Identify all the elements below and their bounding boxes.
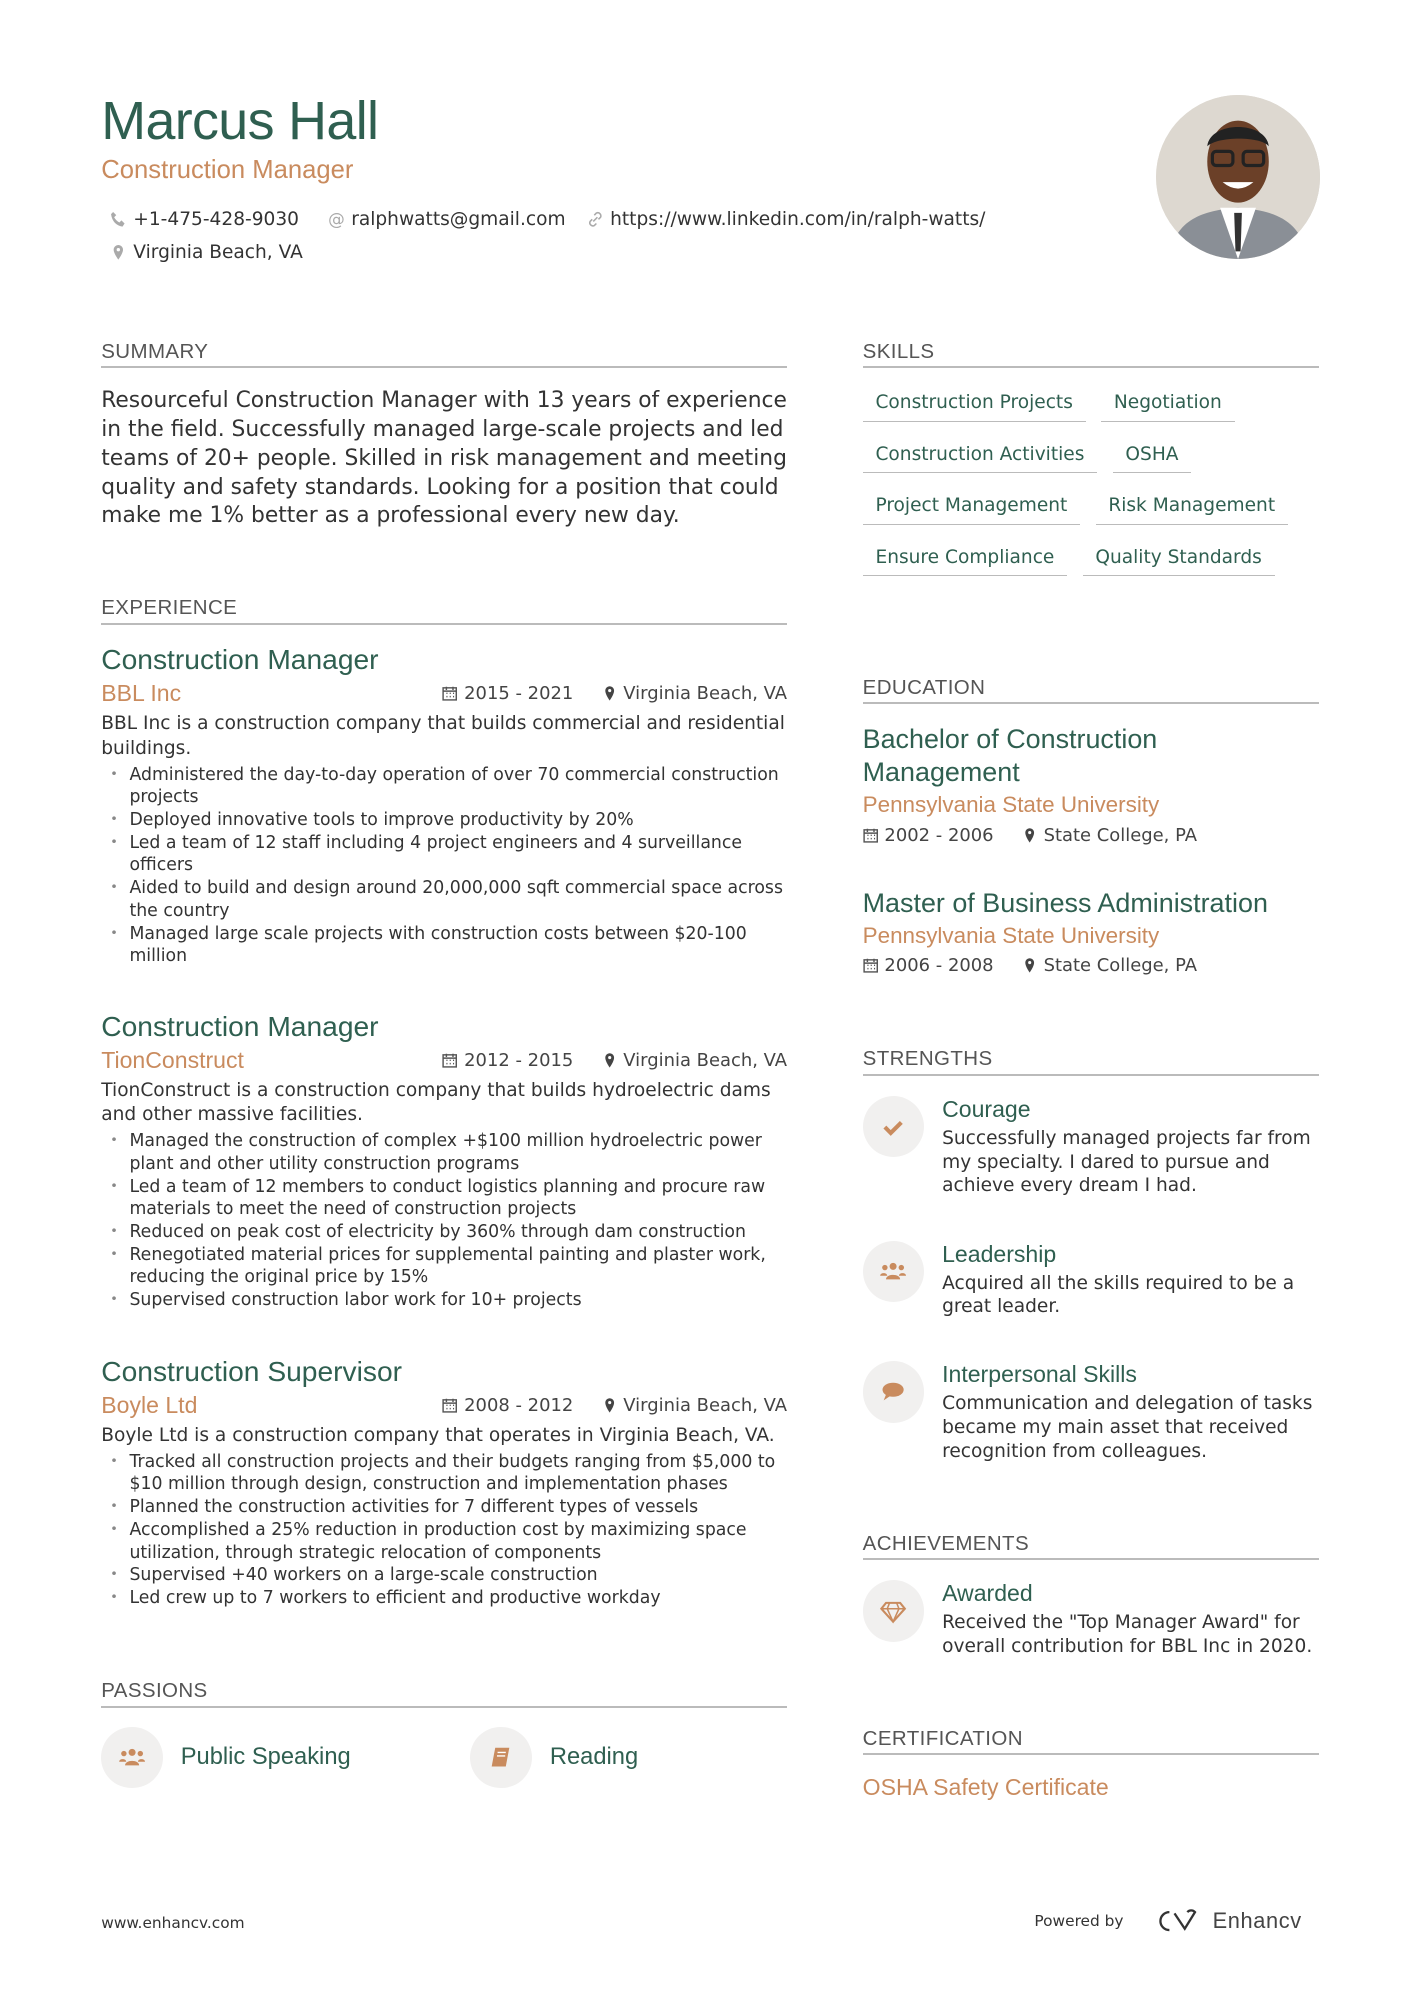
education-entry	[863, 887, 1319, 976]
job-dates-text: 2015 - 2021	[464, 683, 574, 705]
pin-icon	[1022, 827, 1037, 844]
at-icon: @	[328, 209, 345, 229]
company-name: TionConstruct	[101, 1046, 244, 1073]
candidate-name: Marcus Hall	[101, 90, 379, 151]
powered-by: Powered by	[1034, 1912, 1124, 1931]
passions-heading: PASSIONS	[101, 1679, 787, 1708]
skill-tag: OSHA	[1113, 436, 1192, 473]
achievement-text: Received the "Top Manager Award" for overall contribution for BBL Inc in 2020.	[942, 1612, 1313, 1658]
company-description: Boyle Ltd is a construction company that operates in Virginia Beach, VA.	[101, 1424, 775, 1446]
strength-title: Leadership	[942, 1240, 1057, 1267]
achievement-title: Awarded	[942, 1580, 1033, 1607]
job-title: Construction Manager	[101, 643, 379, 676]
job-bullet: • Tracked all construction projects and their budgets ranging from $5,000 to $10 million through design, construction and implementation phases	[129, 1451, 787, 1496]
edu-location	[1022, 955, 1197, 976]
job-bullets	[101, 1130, 787, 1312]
job-location	[602, 1395, 787, 1416]
achievement-item	[863, 1580, 1319, 1658]
skill-tag: Risk Management	[1096, 487, 1288, 524]
passion-label: Reading	[549, 1743, 639, 1770]
calendar-icon	[442, 685, 457, 702]
skill-tag: Ensure Compliance	[863, 539, 1068, 576]
school: Pennsylvania State University	[862, 792, 1160, 818]
linkedin[interactable]	[587, 209, 985, 230]
profile-photo	[1156, 95, 1320, 259]
company-description: TionConstruct is a construction company that builds hydroelectric dams and other massive facilities.	[101, 1080, 771, 1126]
job-bullet: • Led a team of 12 members to conduct logistics planning and procure raw materials to meet the need of construction projects	[129, 1176, 787, 1221]
pin-icon	[602, 1052, 617, 1069]
users-icon	[863, 1241, 925, 1303]
linkedin-text[interactable]: https://www.linkedin.com/in/ralph-watts/	[610, 208, 986, 230]
skills-list	[863, 385, 1319, 591]
company-description: BBL Inc is a construction company that builds commercial and residential buildings.	[101, 713, 785, 759]
strengths-heading: STRENGTHS	[863, 1047, 1319, 1076]
job-bullet: • Administered the day-to-day operation of over 70 commercial construction projects	[129, 764, 787, 809]
link-icon	[587, 211, 604, 228]
job-entry	[101, 1010, 787, 1312]
enhancv-logo	[1154, 1907, 1302, 1935]
skill-tag: Negotiation	[1101, 385, 1235, 422]
phone-icon	[110, 211, 127, 228]
book-icon	[470, 1727, 532, 1789]
users-icon	[101, 1727, 163, 1789]
edu-location	[1022, 825, 1197, 846]
strength-title: Interpersonal Skills	[942, 1361, 1137, 1388]
strength-item	[863, 1241, 1319, 1319]
job-dates-text: 2008 - 2012	[464, 1394, 574, 1416]
job-bullets	[101, 764, 787, 968]
candidate-title: Construction Manager	[101, 156, 354, 185]
job-bullet: • Managed large scale projects with construction costs between $20-100 million	[129, 923, 787, 968]
passion-item	[101, 1727, 350, 1789]
pin-icon	[1022, 957, 1037, 974]
diamond-icon	[863, 1580, 925, 1642]
job-location	[602, 683, 787, 704]
job-dates-text: 2012 - 2015	[464, 1049, 574, 1071]
job-location-text: Virginia Beach, VA	[623, 1049, 787, 1071]
calendar-icon	[442, 1397, 457, 1414]
job-entry	[101, 643, 787, 967]
job-location	[602, 1050, 787, 1071]
strength-text: Communication and delegation of tasks became my main asset that received recognition from colleagues.	[942, 1393, 1313, 1462]
strength-text: Successfully managed projects far from my specialty. I dared to pursue and achieve every dream I had.	[942, 1127, 1311, 1197]
location-text: Virginia Beach, VA	[133, 242, 303, 264]
skill-tag: Construction Projects	[863, 385, 1086, 422]
job-bullet: • Supervised +40 workers on a large-scale construction	[129, 1564, 787, 1587]
job-bullet: • Supervised construction labor work for 10+ projects	[129, 1289, 787, 1312]
skill-tag: Project Management	[863, 487, 1080, 524]
email-text[interactable]: ralphwatts@gmail.com	[351, 208, 566, 230]
skills-heading: SKILLS	[863, 340, 1319, 369]
phone-text: +1-475-428-9030	[133, 208, 299, 230]
job-bullet: • Led a team of 12 staff including 4 project engineers and 4 surveillance officers	[129, 832, 787, 877]
skill-tag: Construction Activities	[863, 436, 1098, 473]
edu-dates	[863, 955, 994, 976]
calendar-icon	[863, 827, 878, 844]
job-bullet: • Aided to build and design around 20,000,000 sqft commercial space across the country	[129, 877, 787, 922]
edu-dates	[863, 825, 994, 846]
job-dates	[442, 1395, 573, 1416]
footer-site[interactable]: www.enhancv.com	[101, 1913, 245, 1932]
passion-item	[470, 1727, 638, 1789]
certificate-name: OSHA Safety Certificate	[862, 1774, 1109, 1800]
certification-heading: CERTIFICATION	[863, 1727, 1319, 1756]
company-name: Boyle Ltd	[101, 1391, 198, 1418]
job-bullets	[101, 1451, 787, 1610]
job-bullet: • Led crew up to 7 workers to efficient and productive workday	[129, 1587, 787, 1610]
phone	[110, 209, 299, 230]
check-icon	[863, 1096, 925, 1158]
job-entry	[101, 1355, 787, 1610]
job-location-text: Virginia Beach, VA	[623, 1394, 787, 1416]
chat-icon	[863, 1361, 925, 1423]
summary-heading: SUMMARY	[101, 340, 787, 369]
degree: Bachelor of Construction Management	[862, 723, 1158, 788]
job-location-text: Virginia Beach, VA	[623, 683, 787, 705]
experience-heading: EXPERIENCE	[101, 596, 787, 625]
pin-icon	[110, 244, 127, 261]
company-name: BBL Inc	[101, 680, 182, 707]
job-dates	[442, 1050, 573, 1071]
location	[110, 242, 303, 263]
job-bullet: • Planned the construction activities for 7 different types of vessels	[129, 1496, 787, 1519]
strength-text: Acquired all the skills required to be a great leader.	[942, 1272, 1295, 1318]
job-title: Construction Manager	[101, 1010, 379, 1043]
skill-tag: Quality Standards	[1083, 539, 1275, 576]
job-bullet: • Reduced on peak cost of electricity by 360% through dam construction	[129, 1221, 787, 1244]
enhancv-brand: Enhancv	[1212, 1908, 1302, 1934]
school: Pennsylvania State University	[862, 922, 1160, 948]
pin-icon	[602, 1397, 617, 1414]
email[interactable]	[328, 209, 565, 230]
education-entry	[863, 723, 1319, 846]
edu-dates-text: 2006 - 2008	[884, 955, 994, 977]
strength-item	[863, 1361, 1319, 1463]
degree: Master of Business Administration	[862, 888, 1268, 918]
job-bullet: • Accomplished a 25% reduction in production cost by maximizing space utilization, through strategic relocation of components	[129, 1519, 787, 1564]
summary-text: Resourceful Construction Manager with 13 years of experience in the field. Successfully managed large-scale projects and led teams of 20+ people. Skilled in risk management and meeting quality and safety standards. Looking for a position that could make me 1% better as a professional every new day.	[101, 388, 787, 529]
pin-icon	[602, 685, 617, 702]
strength-item	[863, 1096, 1319, 1198]
job-bullet: • Renegotiated material prices for supplemental painting and plaster work, reducing the original price by 15%	[129, 1244, 787, 1289]
job-title: Construction Supervisor	[101, 1354, 403, 1387]
achievements-heading: ACHIEVEMENTS	[863, 1532, 1319, 1561]
job-bullet: • Managed the construction of complex +$100 million hydroelectric power plant and other utility construction programs	[129, 1130, 787, 1175]
edu-location-text: State College, PA	[1043, 955, 1198, 977]
edu-dates-text: 2002 - 2006	[884, 824, 994, 846]
calendar-icon	[863, 957, 878, 974]
edu-location-text: State College, PA	[1043, 824, 1198, 846]
passion-label: Public Speaking	[180, 1743, 351, 1770]
strength-title: Courage	[942, 1095, 1031, 1122]
education-heading: EDUCATION	[863, 676, 1319, 705]
job-dates	[442, 683, 573, 704]
job-bullet: • Deployed innovative tools to improve productivity by 20%	[129, 809, 787, 832]
calendar-icon	[442, 1052, 457, 1069]
enhancv-logo-icon	[1154, 1907, 1203, 1935]
